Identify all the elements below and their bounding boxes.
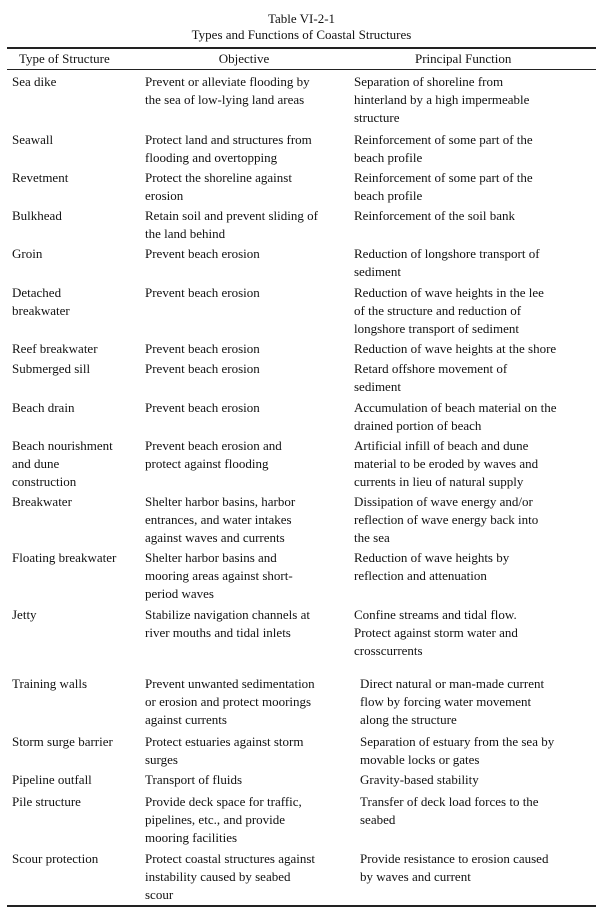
function-cell: Reinforcement of some part of the beach profile	[354, 132, 533, 165]
objective-cell: Shelter harbor basins and mooring areas against short- period waves	[145, 550, 293, 601]
structure-type-cell: Groin	[12, 246, 43, 261]
header-rule	[7, 69, 596, 70]
function-cell: Separation of estuary from the sea by movable locks or gates	[360, 734, 555, 767]
structure-type-cell: Submerged sill	[12, 361, 91, 376]
column-header-objective: Objective	[218, 51, 270, 66]
structure-type-cell: Reef breakwater	[12, 341, 98, 356]
function-cell: Reinforcement of the soil bank	[354, 208, 516, 223]
objective-cell: Prevent unwanted sedimentation or erosion and protect moorings against currents	[145, 676, 315, 727]
structure-type-cell: Pile structure	[12, 794, 81, 809]
objective-cell: Prevent beach erosion	[145, 341, 260, 356]
function-cell: Direct natural or man-made current flow by forcing water movement along the structure	[360, 676, 545, 727]
column-header-function: Principal Function	[415, 51, 512, 66]
function-cell: Reinforcement of some part of the beach profile	[354, 170, 533, 203]
function-cell: Artificial infill of beach and dune material to be eroded by waves and currents in lieu of natural supply	[354, 438, 539, 489]
objective-cell: Prevent or alleviate flooding by the sea of low-lying land areas	[145, 74, 310, 107]
objective-cell: Protect coastal structures against instability caused by seabed scour	[145, 851, 316, 902]
structure-type-cell: Breakwater	[12, 494, 72, 509]
table-number: Table VI-2-1	[267, 11, 336, 26]
structure-type-cell: Floating breakwater	[12, 550, 117, 565]
structure-type-cell: Pipeline outfall	[12, 772, 92, 787]
function-cell: Provide resistance to erosion caused by waves and current	[360, 851, 549, 884]
objective-cell: Prevent beach erosion	[145, 246, 260, 261]
objective-cell: Prevent beach erosion	[145, 400, 260, 415]
objective-cell: Prevent beach erosion	[145, 285, 260, 300]
objective-cell: Protect estuaries against storm surges	[145, 734, 304, 767]
structure-type-cell: Detached breakwater	[12, 285, 70, 318]
function-cell: Gravity-based stability	[360, 772, 479, 787]
structure-type-cell: Bulkhead	[12, 208, 62, 223]
function-cell: Dissipation of wave energy and/or reflection of wave energy back into the sea	[354, 494, 539, 545]
structure-type-cell: Storm surge barrier	[12, 734, 113, 749]
objective-cell: Prevent beach erosion	[145, 361, 260, 376]
structure-type-cell: Training walls	[12, 676, 87, 691]
function-cell: Reduction of wave heights at the shore	[354, 341, 557, 356]
function-cell: Confine streams and tidal flow. Protect against storm water and crosscurrents	[354, 607, 518, 658]
function-cell: Reduction of wave heights in the lee of the structure and reduction of longshore transport of sediment	[354, 285, 544, 336]
structure-type-cell: Scour protection	[12, 851, 99, 866]
objective-cell: Stabilize navigation channels at river mouths and tidal inlets	[145, 607, 310, 640]
objective-cell: Transport of fluids	[145, 772, 243, 787]
objective-cell: Shelter harbor basins, harbor entrances, and water intakes against waves and currents	[145, 494, 296, 545]
column-header-type: Type of Structure	[19, 51, 110, 66]
table-top-rule	[7, 47, 596, 49]
objective-cell: Prevent beach erosion and protect against flooding	[145, 438, 282, 471]
objective-cell: Retain soil and prevent sliding of the land behind	[145, 208, 318, 241]
objective-cell: Protect land and structures from flooding and overtopping	[145, 132, 312, 165]
function-cell: Accumulation of beach material on the drained portion of beach	[354, 400, 557, 433]
structure-type-cell: Revetment	[12, 170, 69, 185]
table-bottom-rule	[7, 905, 596, 907]
table-title: Types and Functions of Coastal Structures	[191, 27, 412, 42]
structure-type-cell: Beach nourishment and dune construction	[12, 438, 113, 489]
objective-cell: Protect the shoreline against erosion	[145, 170, 292, 203]
function-cell: Transfer of deck load forces to the seabed	[360, 794, 539, 827]
function-cell: Reduction of longshore transport of sediment	[354, 246, 540, 279]
objective-cell: Provide deck space for traffic, pipelines, etc., and provide mooring facilities	[145, 794, 302, 845]
function-cell: Separation of shoreline from hinterland by a high impermeable structure	[354, 74, 530, 125]
structure-type-cell: Jetty	[12, 607, 37, 622]
function-cell: Retard offshore movement of sediment	[354, 361, 508, 394]
structure-type-cell: Seawall	[12, 132, 54, 147]
function-cell: Reduction of wave heights by reflection and attenuation	[354, 550, 510, 583]
structure-type-cell: Beach drain	[12, 400, 75, 415]
structure-type-cell: Sea dike	[12, 74, 57, 89]
